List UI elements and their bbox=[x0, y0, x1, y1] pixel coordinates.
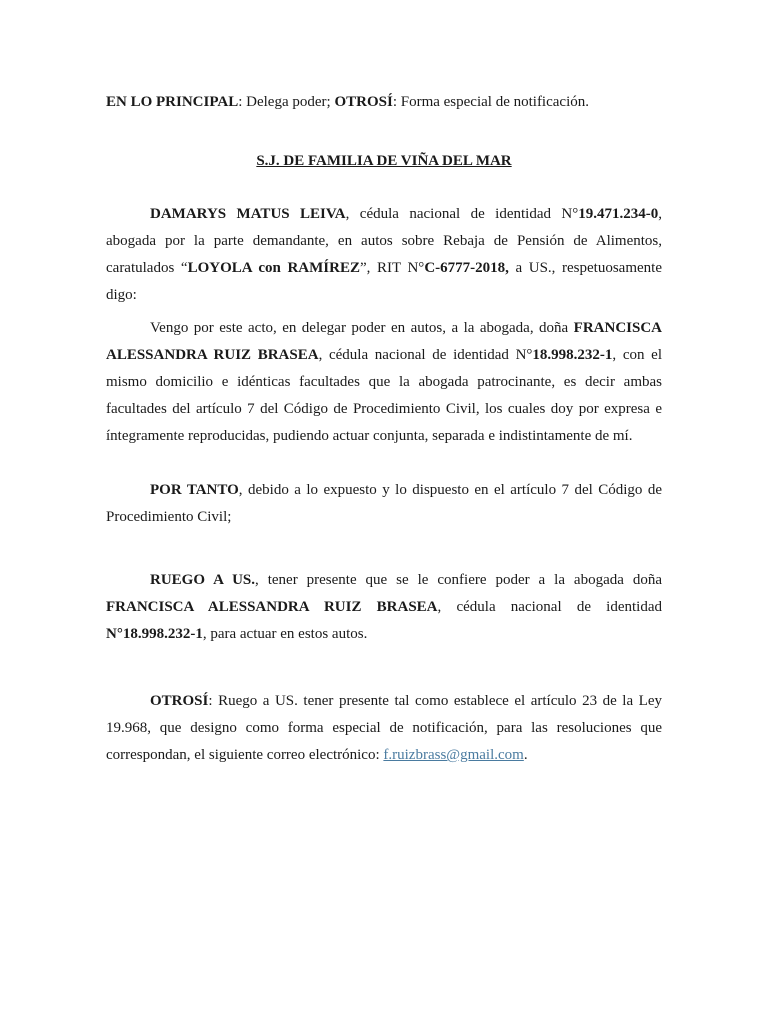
principal-label: EN LO PRINCIPAL bbox=[106, 94, 239, 110]
attorney-name: DAMARYS MATUS LEIVA bbox=[150, 206, 346, 222]
ruego-paragraph bbox=[106, 567, 662, 648]
ruego-delegate-rut: N°18.998.232-1 bbox=[106, 626, 203, 642]
delegate-name: FRANCISCA ALESSANDRA RUIZ BRASEA bbox=[106, 320, 662, 363]
case-rit: C-6777-2018, bbox=[424, 260, 509, 276]
ruego-text-3: , para actuar en estos autos. bbox=[202, 626, 368, 642]
por-tanto-label: POR TANTO bbox=[150, 482, 239, 498]
intro-text-3: ”, RIT N° bbox=[359, 260, 425, 276]
intro-text-1: , cédula nacional de identidad N° bbox=[345, 206, 579, 222]
ruego-text-1: , tener presente que se le confiere poder a la abogada doña bbox=[255, 572, 663, 588]
attorney-rut: 19.471.234-0 bbox=[578, 206, 659, 222]
por-tanto-paragraph bbox=[106, 477, 662, 531]
por-tanto-text: , debido a lo expuesto y lo dispuesto en el artículo 7 del Código de Procedimiento Civil; bbox=[106, 482, 662, 525]
otrosi-end: . bbox=[523, 747, 528, 763]
intro-text-4: a US., respetuosamente digo: bbox=[106, 260, 662, 303]
otrosi-summary-text: : Forma especial de notificación. bbox=[392, 94, 589, 110]
ruego-delegate-name: FRANCISCA ALESSANDRA RUIZ BRASEA bbox=[106, 599, 438, 615]
ruego-text-2: , cédula nacional de identidad bbox=[437, 599, 662, 615]
delegation-text-1: Vengo por este acto, en delegar poder en autos, a la abogada, doña bbox=[150, 320, 574, 336]
delegation-text-2: , cédula nacional de identidad N° bbox=[318, 347, 533, 363]
ruego-label: RUEGO A US. bbox=[150, 572, 256, 588]
otrosi-text: : Ruego a US. tener presente tal como establece el artículo 23 de la Ley 19.968, que designo como forma especial de notificación, para las resoluciones que correspondan, el siguiente correo electrónico: bbox=[106, 693, 662, 763]
document-summary bbox=[106, 89, 662, 116]
intro-paragraph bbox=[106, 201, 662, 309]
court-heading: S.J. DE FAMILIA DE VIÑA DEL MAR bbox=[256, 153, 512, 169]
notification-email-link[interactable]: f.ruizbrass@gmail.com bbox=[383, 747, 524, 763]
otrosi-paragraph bbox=[106, 688, 662, 769]
delegation-text-3: , con el mismo domicilio e idénticas facultades que la abogada patrocinante, es decir ambas facultades del artículo 7 del Código de Procedimiento Civil, los cuales doy por expresa e íntegramente reproducidas, pudiendo actuar conjunta, separada e indistintamente de mí. bbox=[106, 347, 662, 444]
delegate-rut: 18.998.232-1 bbox=[532, 347, 613, 363]
intro-text-2: , abogada por la parte demandante, en autos sobre Rebaja de Pensión de Alimentos, caratulados “ bbox=[106, 206, 662, 276]
otrosi-summary-label: OTROSÍ bbox=[334, 94, 393, 110]
delegation-paragraph bbox=[106, 315, 662, 450]
principal-text: : Delega poder; bbox=[238, 94, 335, 110]
case-caption: LOYOLA con RAMÍREZ bbox=[187, 260, 360, 276]
otrosi-label: OTROSÍ bbox=[150, 693, 209, 709]
